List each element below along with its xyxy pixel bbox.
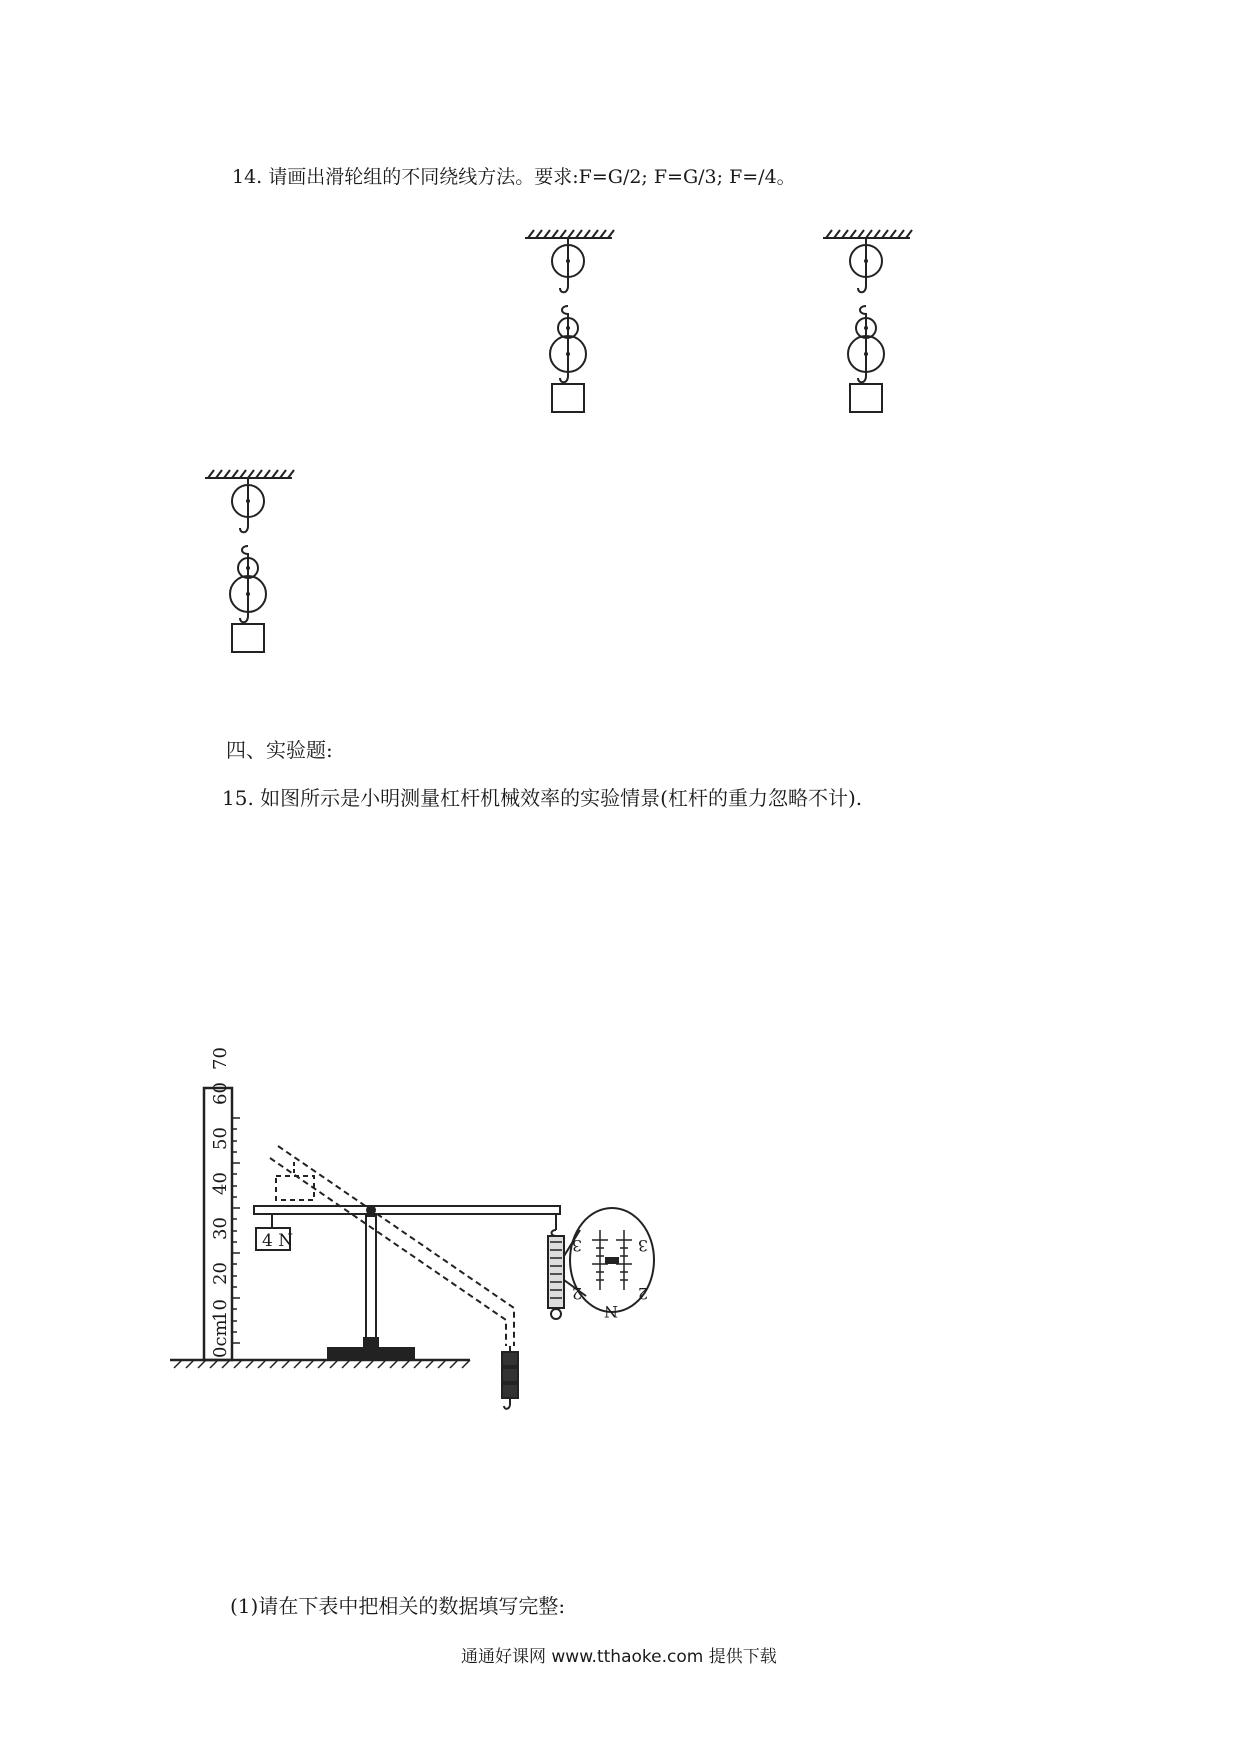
ruler-tick-10: 10	[210, 1299, 231, 1322]
footer-text: 通通好课网 www.tthaoke.com 提供下载	[461, 1647, 777, 1667]
ruler-tick-20: 20	[210, 1262, 231, 1285]
scale-mark-right-2: 2	[637, 1284, 648, 1303]
pulley-diagram-1	[520, 224, 620, 434]
ruler-tick-0: 0cm	[210, 1319, 231, 1358]
pulley-diagram-2	[818, 224, 918, 434]
weight-label: 4 N	[262, 1231, 294, 1251]
scale-unit: N	[604, 1302, 618, 1321]
scale-mark-left-2: 2	[571, 1284, 582, 1303]
ruler-tick-30: 30	[210, 1217, 231, 1240]
scale-mark-left-3: 3	[571, 1236, 582, 1255]
ruler-tick-50: 50	[210, 1127, 231, 1150]
question-15: 15. 如图所示是小明测量杠杆机械效率的实验情景(杠杆的重力忽略不计).	[222, 786, 863, 810]
lever-experiment-figure	[170, 1047, 690, 1460]
ruler-tick-40: 40	[210, 1172, 231, 1195]
sub-question-1: (1)请在下表中把相关的数据填写完整:	[230, 1594, 566, 1618]
pulley-diagram-3	[200, 464, 300, 674]
ruler-tick-70: 70	[210, 1047, 231, 1070]
question-14: 14. 请画出滑轮组的不同绕线方法。要求:F=G/2; F=G/3; F=/4。	[232, 166, 796, 188]
ruler-tick-60: 60	[210, 1082, 231, 1105]
section-heading: 四、实验题:	[226, 738, 333, 762]
scale-mark-right-3: 3	[637, 1236, 648, 1255]
